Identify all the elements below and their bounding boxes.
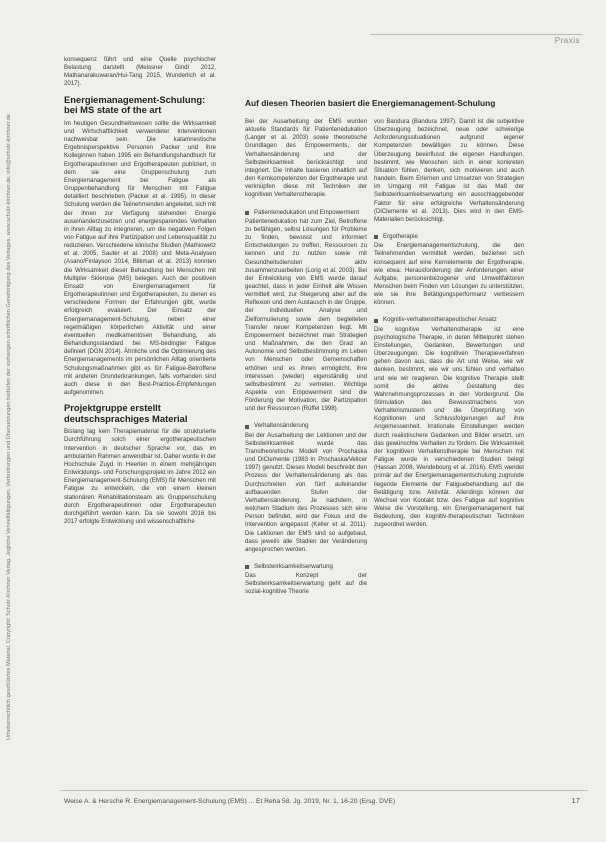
paragraph-projektgruppe: Bislang lag kein Therapiematerial für die strukturierte Durchführung solch einer ergotherapeutischen Intervention in deutscher Sprache vor, das im ambulanten Rahmen anwendbar ist. Daher wurde in der Hochschule Zuyd in Heerlen in einem mehrjährigen Entwicklungs- und Forschungsprojekt im Jahre 2012 ein Energiemanagement-Schulung (EMS) für Menschen mit Fatigue zu entwickeln, die von einem kleinen stationären Rehabilitationsteam als Gruppenschulung durch Ergotherapeutinnen oder Ergotherapeuten durchgeführt werden kann. Da sie sowohl 2016 bis 2017 erfolgte Entwicklung und wissenschaftliche (64, 428, 216, 526)
bullet-square-icon (374, 235, 378, 239)
copyright-side-note: Urheberrechtlich geschütztes Material. Copyright: Schulz-Kirchner Verlag. Jegliche Vervielfältigungen, Verbreitungen und Übersetzungen bedürfen der vorherigen schriftlichen Genehmigung des Verlages, www.schulz-kirchner.de, info@schulz-kirchner.de (6, 114, 12, 740)
bullet-selbstwirksamkeit (245, 563, 367, 571)
bullet-ergotherapie (374, 233, 524, 241)
bullet-title-text: Kognitiv-verhaltenstherapeutischer Ansatz (383, 316, 497, 324)
bullet-kognitiv (374, 316, 524, 324)
bullet-title-text: Patientenedukation und Empowerment (254, 208, 360, 216)
left-column (64, 56, 216, 526)
bullet-title-text: Ergotherapie (383, 233, 418, 241)
paragraph-patientenedukation: Patientenedukation hat zum Ziel, Betroffene zu befähigen, selbst Lösungen für Probleme zu finden, bewusst und informiert Entscheidungen zu treffen, Ressourcen zu kennen und zu nutzen sowie mit Gesundheitsdiensten aktiv zusammenzuarbeiten (Lorig et al. 2003). Bei der Entwicklung von EMS wurde darauf geachtet, dass in jeder Einheit alle Wissen vermittelt wird, zur Steigerung aber auf die Reflexion und dem Austausch in der Gruppe, der individuellen Analyse und Zielformulierung sowie dem begleiteten Transfer neuer Kompetenzen liegt. Mit Empowerment bezeichnet man Strategien und Maßnahmen, die den Grad an Autonomie und Selbstbestimmung im Leben von Menschen oder Gemeinschaften erhöhen und es ihnen ermöglicht, ihre Interessen (wieder) eigenständig und selbstbestimmt zu vertreten. Wichtige Aspekte von Empowerment sind die Förderung der Motivation, der Partizipation und der Ressourcen (Rüffel 1998). (245, 217, 367, 413)
bullet-square-icon (245, 565, 249, 569)
heading-projektgruppe: Projektgruppe erstellt deutschsprachiges Material (64, 402, 188, 424)
middle-column (245, 118, 367, 597)
page-number: 17 (571, 796, 580, 805)
footer-citation: Weise A. & Hersche R. Energiemanagement-Schulung (EMS) ... Et Reha 58. Jg. 2019, Nr. 1, 16-20 (Ersg. DVE) (64, 798, 396, 805)
intro-paragraph: konsequenz führt und eine Quelle psychischer Belastung darstellt (Meissner Gindl 2012, Mathanarakuwaran/Hui-Tang 2015, Wunderlich et al. 2017). (64, 56, 216, 88)
bullet-title-text: Verhaltensänderung (254, 422, 309, 430)
bullet-square-icon (245, 211, 249, 215)
paragraph-ergotherapie: Die Energiemanagementschulung, die den Teilnehmenden vermittelt werden, beziehen sich konsequent auf eine Kernelemente der Ergotherapie, wie etwa: Herausforderung der Anforderungen einer Aufgabe, personenbezogener und Umweltfaktoren Menschen beim Finden von Lösungen zu unterstützen, wie sie ihre Betätigungsperformanz verbessern können. (374, 242, 524, 307)
bullet-square-icon (374, 319, 378, 323)
paragraph-selbstwirksamkeit: Das Konzept der Selbstwirksamkeitserwartung geht auf die sozial-kognitive Theorie (245, 572, 367, 596)
right-column (374, 118, 524, 530)
paragraph-state-of-art: Im heutigen Gesundheitswesen sollte die Wirksamkeit und Wirtschaftlichkeit verwendeter Interventionen nachweisbar sein. Die katamnestische Ergebnisperspektive Personen Packer und ihre Kolleginnen haben 1995 ein Behandlungshandbuch für Ergotherapeutinnen und Ergotherapeuten publiziert, in dem sie eine Gruppenschulung zum Energiemanagement bei Fatigue als Gruppenbehandlung für Menschen mit Fatigue detailliert beschrieben (Packer et al. 1995). In dieser Schulung werden die Teilnehmenden angeleitet, sich mit der ihnen zur Verfügung stehenden Energie auseinanderzusetzen und energiesparendes Verhalten in ihren Alltag zu integrieren, um die negativen Folgen von Fatigue auf ihre Partizipation und Lebensqualität zu reduzieren. Verschiedene klinische Studien (Mathiowetz et al. 2005, Sauter et al. 2008) und Meta-Analysen (Asano/Finlayson 2014, Blikman et al. 2013) konnten die Wirksamkeit dieser Behandlung bei Menschen mit Multipler Sklerose (MS) belegen. Auch der positiven Einsatz von Energiemanagement für Ergotherapeutinnen und Ergotherapeuten, zu denen es verschiedene Formen der Erfahrungen gibt, wurde erfolgreich evaluiert. Der Einsatz der Energiemanagement-Schulung, neben einer regelmäßigen körperlichen Aktivität und einer eventuellen medikamentösen Behandlung, als Behandlungsstandard bei MS-bedingter Fatigue definiert (DGN 2014). Ähnliche und die Optimierung des Energiemanagements im persönlichen Alltag orientierte Schulungsmaßnahmen gibt es für Fatigue-Betroffene mit anderen Grunderkrankungen, falls vorhanden sind auch diese in den Best-Practice-Empfehlungen aufgenommen. (64, 119, 216, 396)
bullet-verhaltensaenderung (245, 422, 367, 430)
paragraph-verhaltensaenderung: Bei der Ausarbeitung der Lektionen und der Selbstwirksamkeit wurde das Transtheoretische Modell von Prochaska und DiClemente (1983 in Prochaska/Velicer 1997) genutzt. Dieses Modell beschreibt den Prozess der Verhaltensänderung als das Durchschreiten von fünf aufeinander aufbauenden Stufen der Verhaltensänderung. Je nachdem, in welchem Stadium des Prozesses sich eine Person befindet, wird der Fokus und die Intervention angepasst (Keller et al. 2011). Die Lektionen der EMS sind so aufgebaut, dass jeweils alle Stadien der Veränderung angesprochen werden. (245, 431, 367, 553)
section-label: Praxis (554, 36, 580, 45)
bullet-square-icon (245, 425, 249, 429)
bullet-patientenedukation (245, 209, 367, 217)
paragraph-bandura: von Bandura (Bandura 1997). Damit ist die subjektive Überzeugung bezeichnet, neue oder schwierige Anforderungssituationen aufgrund eigener Kompetenzen bewältigen zu können. Diese Überzeugung beeinflusst die eigenen Handlungen, bestimmt, wie Menschen sich in einer konkreten Situation fühlen, denken, sich motivieren und auch handeln. Beim Erlernen und Umsetzen von Strategien im Umgang mit Fatigue ist das Maß der Selbstwirksamkeitserwartung ein ausschlaggebender Faktor für eine erfolgreiche Verhaltensänderung (DiClemente et al. 2013). Dies wird in den EMS-Materialien berücksichtigt. (374, 118, 524, 223)
section-heading-theorien: Auf diesen Theorien basiert die Energiemanagement-Schulung (245, 98, 496, 108)
paragraph-kognitiv: Die kognitive Verhaltenstherapie ist eine psychologische Therapie, in deren Mittelpunkt stehen Einstellungen, Gedanken, Bewertungen und Überzeugungen. Die kognitiven Therapieverfahren gehen davon aus, dass die Art und Weise, wie wir denken, bestimmt, wie wir uns fühlen und verhalten und wie wir reagieren. Die kognitive Therapie stellt somit die aktive Gestaltung des Wahrnehmungsprozesses in den Vordergrund. Die Stimulation des Bewusstmachens von Verhaltensmustern und die Überprüfung von Kognitionen und Schlussfolgerungen auf ihre Angemessenheit. Irrationale Einstellungen werden durch realistischere Gedanken und Bilder ersetzt, um das gewünschte Verhalten zu fördern. Die Wirksamkeit der kognitiven Verhaltenstherapie bei Menschen mit Fatigue wurde in verschiedenen Studien belegt (Hassan 2008, Wendebourg et al. 2016). EMS wendet primär auf der Energiemanagementschulung zugrunde liegende Elemente der Fatiguebehandlung auf die Betätigung bzw. Aktivität. Allerdings können der Wechsel von Kontakt bzw. des Fatigue auf kognitive Weise die Vorstellung, ein Energiemanagement hat Bedeutung, den kognitiv-therapeutischen Techniken zugeordnet werden. (374, 325, 524, 529)
bullet-title-text: Selbstwirksamkeitserwartung (254, 562, 333, 570)
footer-rule (60, 790, 588, 791)
header-rule (370, 34, 582, 47)
paragraph-ausarbeitung: Bei der Ausarbeitung der EMS wurden aktuelle Standards für Patientenedukation (Langer et al. 2003) sowie theoretische Grundlagen des Empowerments, der Verhaltensänderung und der Selbstwirksamkeit berücksichtigt und integriert. Die Inhalte basieren inhaltlich auf den Kernkompetenzen der Ergotherapie und verknüpfen diese mit Techniken der kognitiven Verhaltenstherapie. (245, 118, 367, 199)
heading-energiemanagement: Energiemanagement-Schulung: bei MS state of the art (64, 93, 206, 116)
